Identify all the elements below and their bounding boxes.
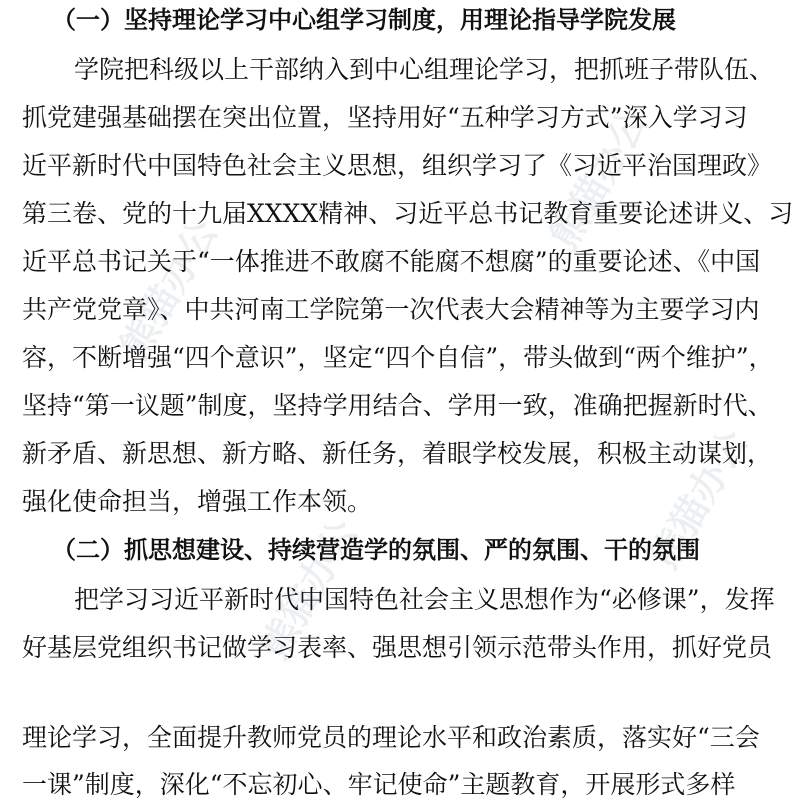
paragraph-line: 抓党建强基础摆在突出位置，坚持用好“五种学习方式”深入学习习	[22, 103, 748, 132]
paragraph-line: 理论学习，全面提升教师党员的理论水平和政治素质，落实好“三会	[22, 723, 760, 752]
paragraph-line: 学院把科级以上干部纳入到中心组理论学习，把抓班子带队伍、	[74, 55, 775, 84]
paragraph-line: 好基层党组织书记做学习表率、强思想引领示范带头作用，抓好党员	[22, 633, 773, 662]
paragraph-line: 坚持“第一议题”制度，坚持学用结合、学用一致，准确把握新时代、	[22, 391, 773, 420]
watermark: 熊猫办公	[541, 102, 657, 257]
paragraph-line: 容，不断增强“四个意识”，坚定“四个自信”，带头做到“两个维护”，	[22, 343, 774, 372]
paragraph-line: 强化使命担当，增强工作本领。	[22, 487, 373, 516]
section-heading-2: （二）抓思想建设、持续营造学的氛围、严的氛围、干的氛围	[52, 536, 700, 564]
paragraph-line: 把学习习近平新时代中国特色社会主义思想作为“必修课”，发挥	[74, 585, 775, 614]
paragraph-line: 共产党党章》、中共河南工学院第一次代表大会精神等为主要学习内	[22, 295, 760, 324]
watermark: 熊猫办公	[111, 212, 227, 367]
paragraph-line: 新矛盾、新思想、新方略、新任务，着眼学校发展，积极主动谋划，	[22, 439, 773, 468]
paragraph-line: 一课”制度，深化“不忘初心、牢记使命”主题教育，开展形式多样	[22, 770, 736, 799]
watermark: 熊猫办公	[251, 512, 367, 667]
section-heading-1: （一）坚持理论学习中心组学习制度，用理论指导学院发展	[52, 6, 676, 34]
paragraph-line: 第三卷、党的十九届XXXX精神、习近平总书记教育重要论述讲义、习	[22, 199, 794, 228]
paragraph-line: 近平新时代中国特色社会主义思想，组织学习了《习近平治国理政》	[22, 151, 773, 180]
paragraph-line: 近平总书记关于“一体推进不敢腐不能腐不想腐”的重要论述、《中国	[22, 247, 761, 276]
watermark: 熊猫办公	[641, 422, 757, 577]
